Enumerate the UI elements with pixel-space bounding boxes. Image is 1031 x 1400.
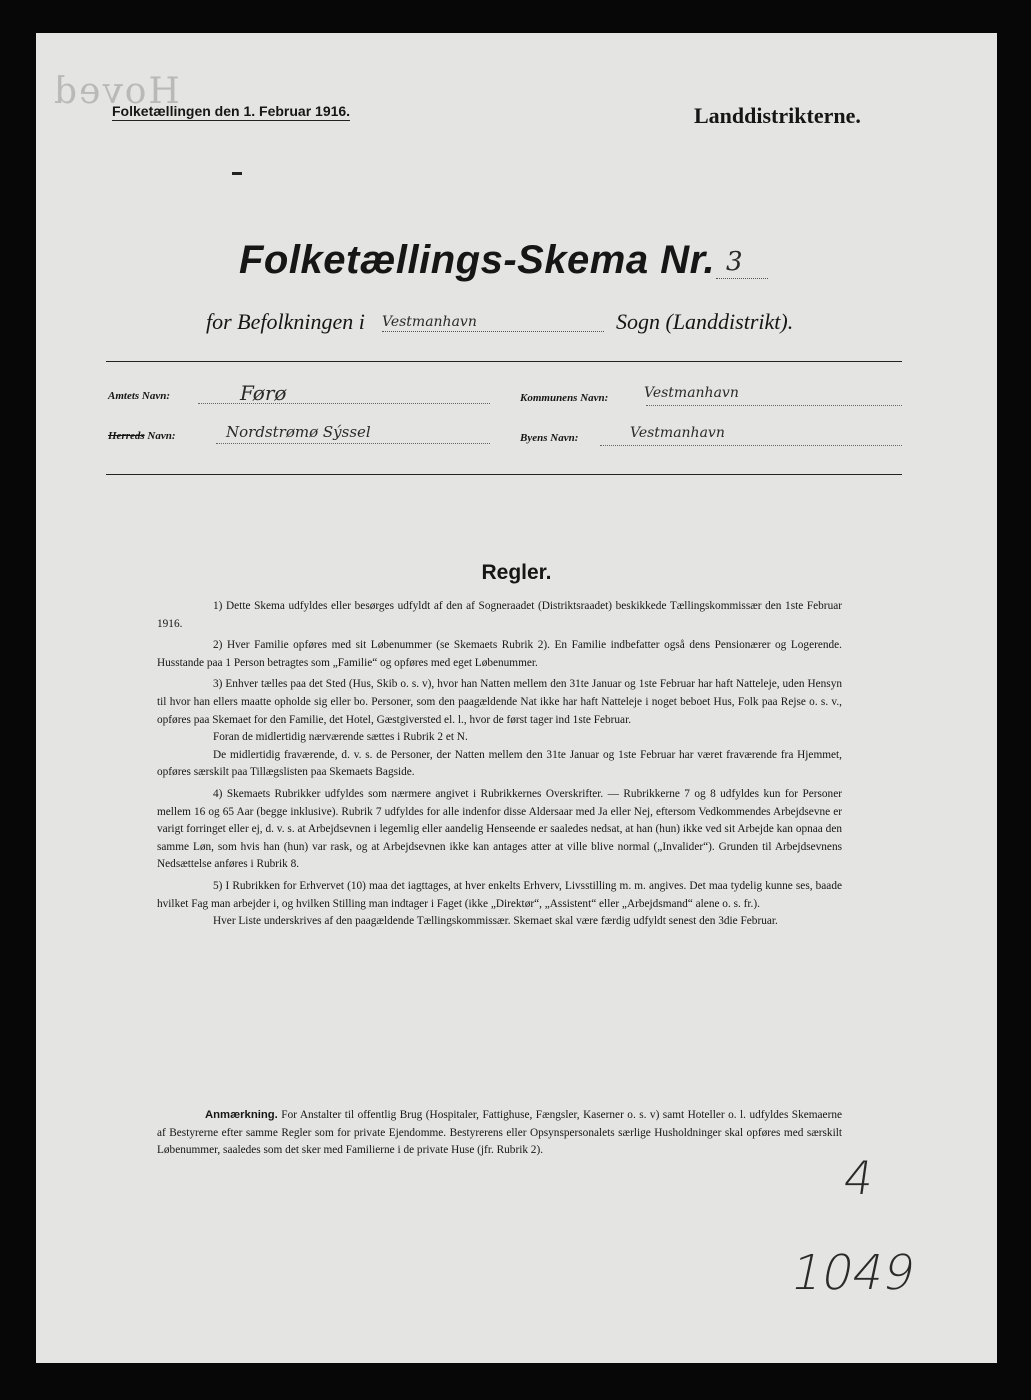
mirrored-stamp-text: Hoved: [52, 71, 180, 112]
by-value: Vestmanhavn: [630, 425, 725, 441]
kommune-value: Vestmanhavn: [644, 385, 739, 401]
amt-value: Førø: [240, 381, 287, 405]
rule-2: 2) Hver Familie opføres med sit Løbenummer (se Skemaets Rubrik 2). En Familie indbefatter også dens Pensionærer og Logerende. Husstande paa 1 Person betragtes som „Familie“ og opføres med eget Løbenummer.: [157, 639, 842, 669]
census-form-page: [36, 33, 997, 1363]
herred-label-text: Navn:: [147, 430, 176, 442]
rule-signature: Hver Liste underskrives af den paagældende Tællingskommissær. Skemaet skal være færdig udfyldt senest den 3die Februar.: [213, 915, 778, 928]
amt-label: Amtets Navn:: [108, 390, 171, 402]
herred-label-struck: Herreds: [108, 430, 145, 442]
parish-value: Vestmanhavn: [382, 314, 477, 330]
form-title: [239, 238, 715, 283]
by-line: [600, 445, 902, 446]
rule-3: 3) Enhver tælles paa det Sted (Hus, Skib o. s. v), hvor han Natten mellem den 31te Januar og 1ste Februar har haft Natteleje, uden Hensyn til hvor han ellers maatte opholde sig eller bo. Personer, som den paagældende Nat ikke har haft Natteleje i noget beboet Hus, Folk paa Rejse o. s. v., opføres paa Skemaet for den Familie, det Hotel, Gæstgiversted el. l., hvor de først tager ind 1ste Februar.: [157, 678, 842, 726]
rule-5: 5) I Rubrikken for Erhvervet (10) maa det iagttages, at hver enkelts Erhverv, Livsstilling m. m. angives. Det maa tydelig kunne ses, baade hvilket Fag man arbejder i, og hvilken Stilling man indtager i Faget (ikke „Direktør“, „Assistent“ eller „Arbejdsmand“ alene o. s. fr.).: [157, 879, 842, 910]
rule-3-present: Foran de midlertidig nærværende sættes i Rubrik 2 et N.: [213, 731, 468, 744]
pencil-mark-number: 1049: [786, 1245, 921, 1301]
parish-suffix: Sogn (Landdistrikt).: [616, 309, 794, 334]
by-label: Byens Navn:: [520, 432, 579, 444]
form-number-line: [716, 278, 768, 279]
divider-top: [106, 361, 902, 362]
census-date-header: Folketællingen den 1. Februar 1916.: [112, 103, 351, 119]
rule-3-absent: De midlertidig fraværende, d. v. s. de Personer, der Natten mellem den 31te Januar og 1ste Februar har været fraværende fra Hjemmet, opføres særskilt paa Tillægslisten paa Skemaets Bagside.: [157, 748, 842, 779]
herred-label: [108, 430, 176, 442]
form-title-prefix: Folketællings-Skema Nr.: [239, 238, 716, 282]
population-label: for Befolkningen i: [206, 309, 365, 334]
rules-list: [157, 598, 842, 935]
note-text: For Anstalter til offentlig Brug (Hospitaler, Fattighuse, Fængsler, Kaserner o. s. v) samt Hoteller o. l. udfyldes Skemaerne af Bestyrerne efter samme Regler som for private Ejendomme. Bestyrerens eller Opsynspersonalets særlige Husholdninger skal opføres med særskilt Løbenummer, saaledes som det sker med Familierne i de private Huse (jfr. Rubrik 2).: [157, 1109, 842, 1157]
herred-line: [216, 443, 490, 444]
note-label: Anmærkning.: [205, 1109, 278, 1121]
parish-line: [382, 331, 604, 332]
kommune-line: [646, 405, 902, 406]
ink-mark: [232, 172, 242, 175]
rule-1: 1) Dette Skema udfyldes eller besørges udfyldt af den af Sogneraadet (Distriktsraadet) beskikkede Tællingskommissær den 1ste Februar 1916.: [157, 600, 842, 630]
rules-title: Regler.: [481, 561, 552, 584]
kommune-label: Kommunens Navn:: [520, 392, 609, 404]
herred-value: Nordstrømø Sýssel: [226, 423, 371, 441]
form-number-value: 3: [726, 247, 743, 277]
rule-4: 4) Skemaets Rubrikker udfyldes som nærmere angivet i Rubrikkernes Overskrifter. — Rubrikkerne 7 og 8 udfyldes kun for Personer mellem 16 og 65 Aar (begge inklusive). Rubrik 7 udfyldes for alle indenfor disse Aldersaar med Ja eller Nej, eftersom Vedkommendes Arbejdsevne er varigt forringet eller ej, d. v. s. at Arbejdsevnen i legemlig eller aandelig Henseende er saaledes nedsat, at han (hun) ikke ved sit Arbejde kan opnaa den samme Løn, som hvis han (hun) var rask, og at Arbejdsevnen ikke kan antages atter at ville blive normal („Invalider“). Grunden til Arbejdsevnens Nedsættelse anføres i Rubrik 8.: [157, 787, 842, 871]
pencil-mark-4: 4: [840, 1151, 878, 1205]
divider-bottom: [106, 474, 902, 475]
note-block: [157, 1107, 842, 1160]
district-type-header: Landdistrikterne.: [694, 103, 861, 128]
